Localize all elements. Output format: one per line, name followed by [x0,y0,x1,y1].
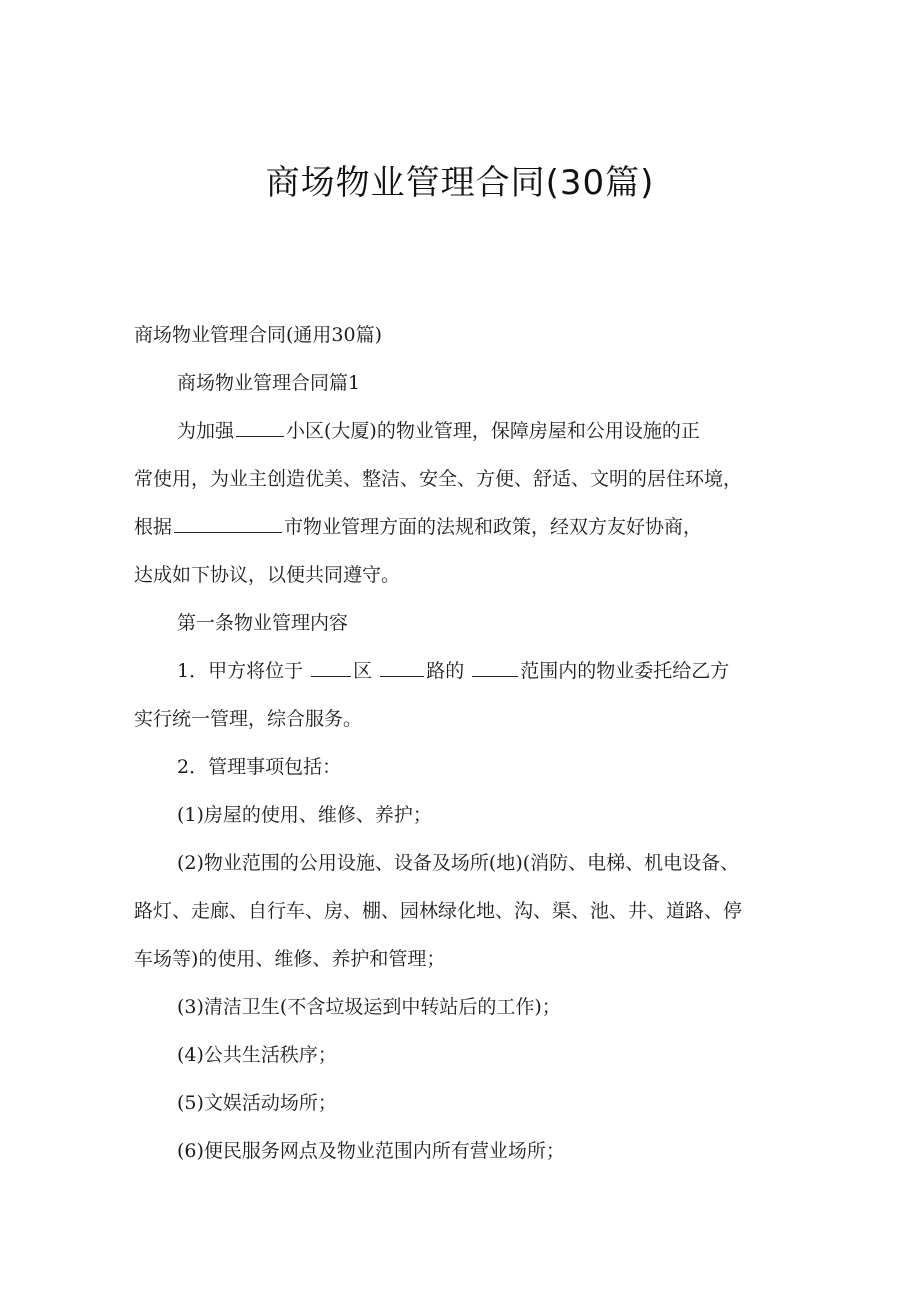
sub-item-1: (1)房屋的使用、维修、养护； [177,804,432,826]
item-1-line [134,647,794,695]
fill-in-blank [174,520,282,533]
fill-in-blank [380,664,424,677]
intro-line-1 [134,407,794,455]
sub-item-6: (6)便民服务网点及物业范围内所有营业场所； [177,1140,565,1162]
intro-text: 为加强 [177,420,235,442]
intro-line-3 [134,503,794,551]
item-text: 路的 [426,660,465,682]
sub-item-2-line-3: 车场等)的使用、维修、养护和管理； [134,948,446,970]
document-subtitle: 商场物业管理合同(通用30篇) [134,324,383,346]
intro-text: 小区(大厦)的物业管理，保障房屋和公用设施的正 [286,420,700,442]
item-1-continuation: 实行统一管理，综合服务。 [134,708,363,730]
sub-item-5: (5)文娱活动场所； [177,1092,337,1114]
intro-text: 根据 [134,516,173,538]
section-heading: 商场物业管理合同篇1 [177,372,361,394]
fill-in-blank [311,664,351,677]
sub-item-4: (4)公共生活秩序； [177,1044,337,1066]
item-2: 2．管理事项包括： [177,756,342,778]
document-body [134,311,794,1175]
sub-item-3: (3)清洁卫生(不含垃圾运到中转站后的工作)； [177,996,561,1018]
intro-text: 市物业管理方面的法规和政策，经双方友好协商， [284,516,703,538]
sub-item-2-line-1: (2)物业范围的公用设施、设备及场所(地)(消防、电梯、机电设备、 [177,852,740,874]
intro-line-2: 常使用，为业主创造优美、整洁、安全、方便、舒适、文明的居住环境， [134,468,743,490]
item-text: 范围内的物业委托给乙方 [520,660,730,682]
intro-line-4: 达成如下协议，以便共同遵守。 [134,564,401,586]
article-1-heading: 第一条物业管理内容 [177,612,349,634]
item-text: 1．甲方将位于 [177,660,304,682]
sub-item-2-line-2: 路灯、走廊、自行车、房、棚、园林绿化地、沟、渠、池、井、道路、停 [134,900,743,922]
item-text: 区 [353,660,373,682]
fill-in-blank [472,664,518,677]
fill-in-blank [236,424,284,437]
document-title: 商场物业管理合同(30篇) [265,163,655,203]
